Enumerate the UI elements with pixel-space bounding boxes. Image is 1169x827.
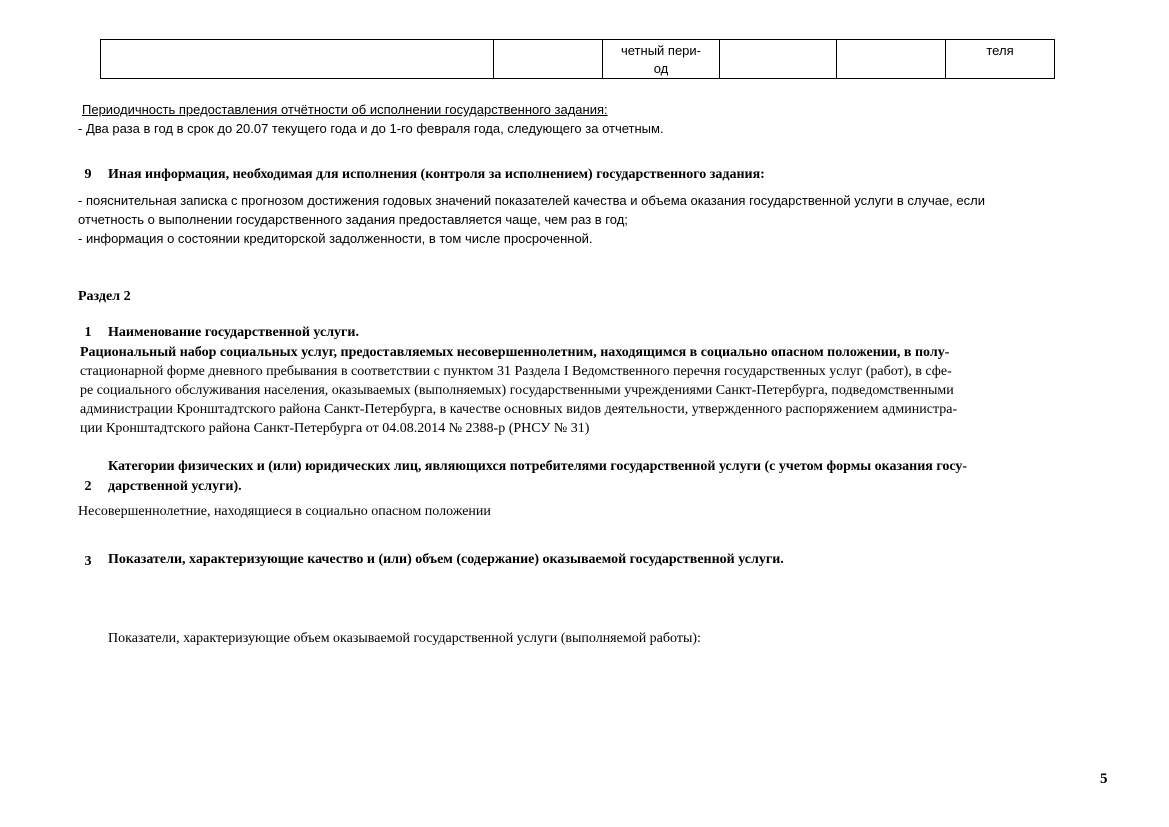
service-name-line-5: ции Кронштадтского района Санкт-Петербурга от 04.08.2014 № 2388-р (РНСУ № 31) (80, 421, 590, 436)
service-name-line-2 (80, 363, 952, 381)
period-cell-line-1: четный пери- (620, 43, 701, 58)
item-1-heading: Наименование государственной услуги. (108, 325, 359, 340)
service-name-line-3: ре социального обслуживания населения, оказываемых (выполняемых) государственными учреждениями Санкт-Петербурга, подведомственными (80, 383, 954, 398)
item-1-number: 1 (84, 325, 92, 340)
section-2-title: Раздел 2 (78, 289, 131, 304)
service-name-line-2-text: стационарной форме дневного пребывания в соответствии с пунктом 31 Раздела I Ведомственного перечня государственных услуг (работ), в сфе- (80, 364, 952, 379)
table-cell (494, 40, 603, 79)
item-2-number: 2 (84, 479, 92, 494)
period-cell-line-2: од (653, 61, 669, 76)
item-9-line-3: - информация о состоянии кредиторской задолженности, в том числе просроченной. (78, 231, 593, 246)
item-9-heading: Иная информация, необходимая для исполнения (контроля за исполнением) государственного задания: (108, 167, 765, 182)
table-row (101, 40, 1055, 79)
item-9-number: 9 (84, 167, 92, 182)
service-name-line-4: администрации Кронштадтского района Санкт-Петербурга, в качестве основных видов деятельности, утвержденного распоряжением администра- (80, 402, 958, 417)
table-cell (720, 40, 837, 79)
volume-indicators-note: Показатели, характеризующие объем оказываемой государственной услуги (выполняемой работы): (108, 631, 701, 646)
service-name-line-1-text: Рациональный набор социальных услуг, предоставляемых несовершеннолетним, находящимся в социально опасном положении, в полу- (80, 345, 950, 360)
item-2-heading-line-1: Категории физических и (или) юридических лиц, являющихся потребителями государственной услуги (с учетом формы оказания госу- (108, 459, 968, 474)
reporting-line: - Два раза в год в срок до 20.07 текущего года и до 1-го февраля года, следующего за отчетным. (78, 121, 664, 136)
item-9-line-1: - пояснительная записка с прогнозом достижения годовых значений показателей качества и объема оказания государственной услуги в случае, если (78, 193, 985, 208)
reporting-heading: Периодичность предоставления отчётности об исполнении государственного задания: (82, 102, 608, 117)
table-cell (837, 40, 946, 79)
item-2-heading-line-2: дарственной услуги). (108, 479, 242, 494)
page-number: 5 (1100, 771, 1108, 787)
indicator-table-fragment (100, 39, 1055, 79)
consumer-category-value: Несовершеннолетние, находящиеся в социально опасном положении (78, 504, 491, 519)
item-3-heading: Показатели, характеризующие качество и (или) объем (содержание) оказываемой государственной услуги. (108, 552, 784, 567)
item-3-number: 3 (84, 554, 92, 569)
table-cell-value: теля (946, 40, 1055, 79)
table-cell (101, 40, 494, 79)
table-cell-period (603, 40, 720, 79)
item-9-line-2: отчетность о выполнении государственного задания предоставляется чаще, чем раз в год; (78, 212, 628, 227)
service-name-line-1 (80, 344, 949, 362)
